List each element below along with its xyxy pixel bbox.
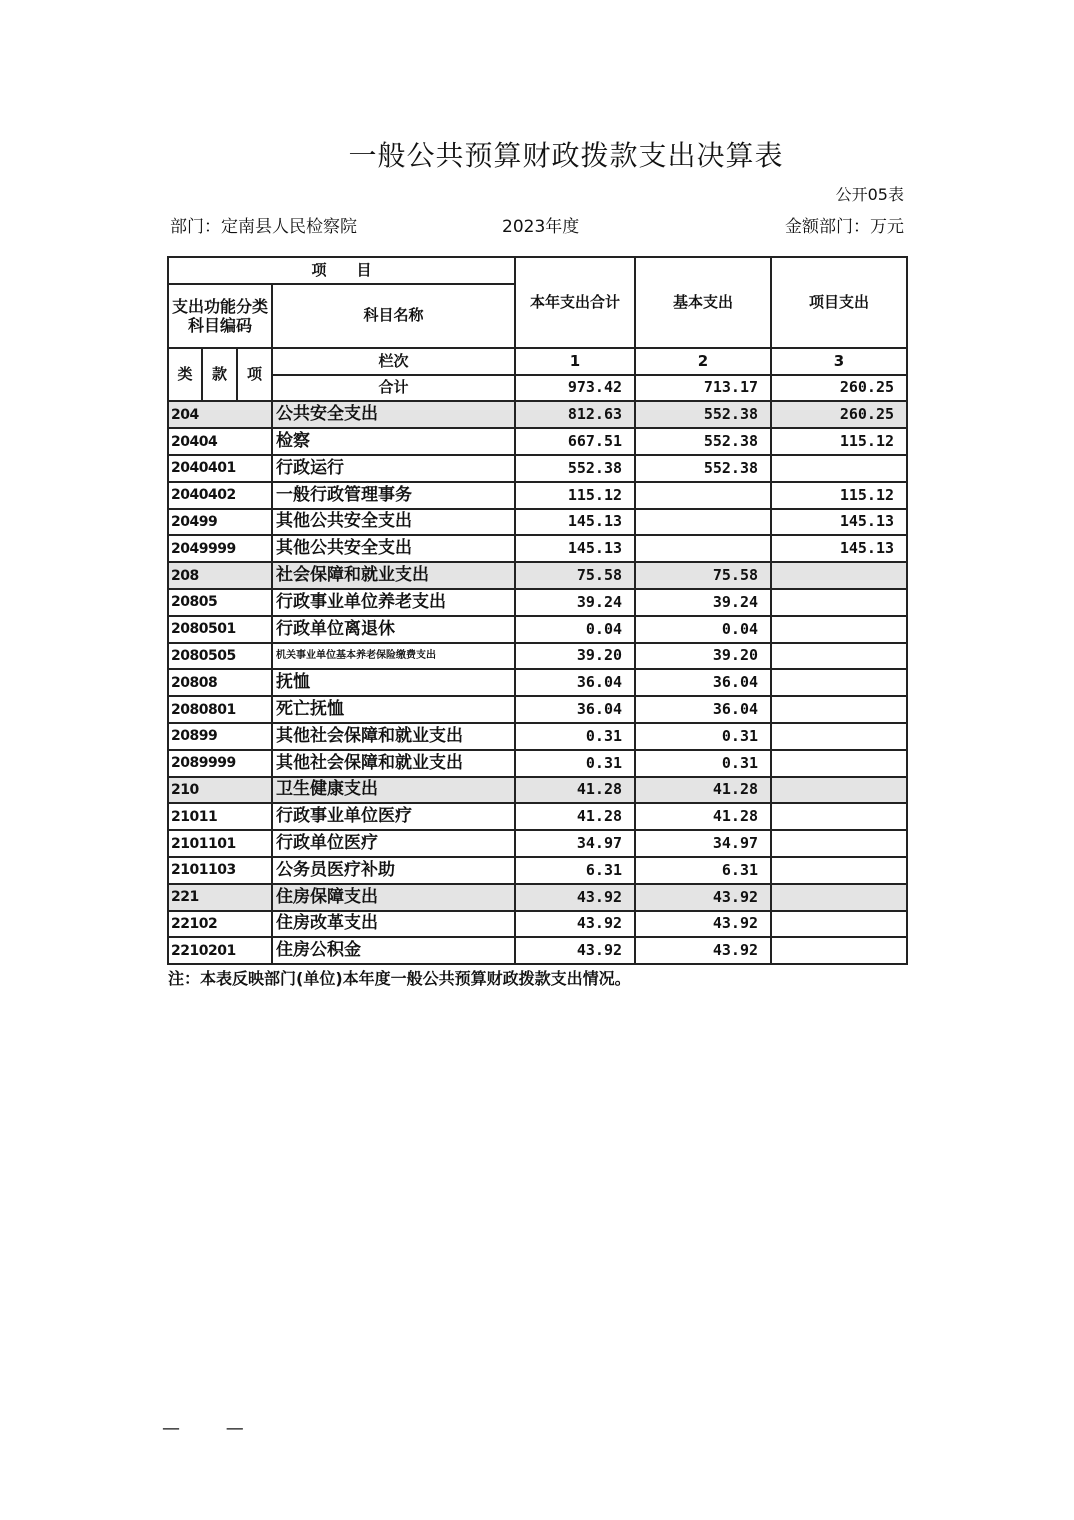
row-name: 一般行政管理事务 [272, 482, 515, 509]
table-row [168, 401, 907, 428]
sum-basic: 713.17 [635, 375, 771, 402]
sum-label: 合计 [272, 375, 515, 402]
row-total: 6.31 [515, 857, 635, 884]
row-basic: 6.31 [635, 857, 771, 884]
row-name: 住房公积金 [272, 937, 515, 964]
row-code: 20805 [168, 589, 272, 616]
table-note: 注：本表反映部门(单位)本年度一般公共预算财政拨款支出情况。 [168, 969, 631, 988]
header-section: 款 [202, 348, 237, 402]
row-name: 机关事业单位基本养老保险缴费支出 [272, 643, 515, 670]
header-col-3: 3 [771, 348, 907, 375]
row-basic [635, 482, 771, 509]
header-item: 项 目 [168, 257, 515, 284]
department-label: 部门：定南县人民检察院 [170, 217, 357, 237]
row-code: 20404 [168, 428, 272, 455]
header-class: 类 [168, 348, 202, 402]
row-basic: 36.04 [635, 669, 771, 696]
row-code: 20808 [168, 669, 272, 696]
table-row [168, 616, 907, 643]
expenditure-table [167, 256, 908, 965]
page-footer: — — [162, 1418, 264, 1439]
row-project [771, 643, 907, 670]
header-row-1 [168, 257, 907, 284]
header-col-2: 2 [635, 348, 771, 375]
sum-total: 973.42 [515, 375, 635, 402]
row-total: 145.13 [515, 535, 635, 562]
row-project [771, 884, 907, 911]
table-row [168, 643, 907, 670]
row-project: 115.12 [771, 428, 907, 455]
row-project: 145.13 [771, 535, 907, 562]
table-row [168, 669, 907, 696]
row-basic: 552.38 [635, 401, 771, 428]
row-total: 43.92 [515, 911, 635, 938]
row-project [771, 857, 907, 884]
row-total: 0.31 [515, 750, 635, 777]
row-name: 住房改革支出 [272, 911, 515, 938]
row-code: 2080505 [168, 643, 272, 670]
row-total: 75.58 [515, 562, 635, 589]
row-name: 抚恤 [272, 669, 515, 696]
row-total: 43.92 [515, 884, 635, 911]
header-col-1: 1 [515, 348, 635, 375]
row-name: 其他公共安全支出 [272, 509, 515, 536]
row-code: 210 [168, 777, 272, 804]
row-total: 115.12 [515, 482, 635, 509]
row-project [771, 669, 907, 696]
row-code: 21011 [168, 803, 272, 830]
header-col-row: 栏次 [272, 348, 515, 375]
row-code: 20899 [168, 723, 272, 750]
header-total: 本年支出合计 [515, 257, 635, 348]
table-row [168, 777, 907, 804]
row-basic: 36.04 [635, 696, 771, 723]
row-name: 住房保障支出 [272, 884, 515, 911]
row-total: 145.13 [515, 509, 635, 536]
row-project [771, 562, 907, 589]
table-row [168, 911, 907, 938]
row-code: 2049999 [168, 535, 272, 562]
form-code: 公开05表 [835, 185, 904, 204]
table-row [168, 830, 907, 857]
table-row [168, 884, 907, 911]
row-total: 39.24 [515, 589, 635, 616]
row-project [771, 830, 907, 857]
row-total: 0.04 [515, 616, 635, 643]
row-code: 2210201 [168, 937, 272, 964]
table-row [168, 455, 907, 482]
row-total: 667.51 [515, 428, 635, 455]
row-project: 145.13 [771, 509, 907, 536]
row-basic: 43.92 [635, 911, 771, 938]
row-project: 115.12 [771, 482, 907, 509]
row-code: 22102 [168, 911, 272, 938]
row-code: 20499 [168, 509, 272, 536]
sum-project: 260.25 [771, 375, 907, 402]
row-total: 41.28 [515, 803, 635, 830]
row-basic: 34.97 [635, 830, 771, 857]
row-name: 其他公共安全支出 [272, 535, 515, 562]
row-name: 死亡抚恤 [272, 696, 515, 723]
row-project [771, 455, 907, 482]
table-row [168, 750, 907, 777]
row-name: 检察 [272, 428, 515, 455]
row-project [771, 803, 907, 830]
row-code: 2040402 [168, 482, 272, 509]
row-code: 2080501 [168, 616, 272, 643]
row-name: 其他社会保障和就业支出 [272, 750, 515, 777]
row-basic: 0.31 [635, 750, 771, 777]
row-code: 208 [168, 562, 272, 589]
header-basic: 基本支出 [635, 257, 771, 348]
row-code: 2101101 [168, 830, 272, 857]
table-row [168, 589, 907, 616]
row-code: 204 [168, 401, 272, 428]
row-total: 36.04 [515, 669, 635, 696]
row-project [771, 589, 907, 616]
row-basic: 0.31 [635, 723, 771, 750]
row-basic: 43.92 [635, 937, 771, 964]
row-total: 812.63 [515, 401, 635, 428]
row-project [771, 937, 907, 964]
row-name: 公共安全支出 [272, 401, 515, 428]
row-project [771, 723, 907, 750]
table-row [168, 562, 907, 589]
row-total: 34.97 [515, 830, 635, 857]
header-row-3 [168, 348, 907, 375]
row-code: 2101103 [168, 857, 272, 884]
row-project: 260.25 [771, 401, 907, 428]
sum-row [168, 375, 907, 402]
row-basic [635, 535, 771, 562]
page-title: 一般公共预算财政拨款支出决算表 [348, 139, 784, 172]
row-basic: 75.58 [635, 562, 771, 589]
row-basic: 552.38 [635, 428, 771, 455]
row-basic: 552.38 [635, 455, 771, 482]
row-total: 0.31 [515, 723, 635, 750]
table-row [168, 482, 907, 509]
row-name: 公务员医疗补助 [272, 857, 515, 884]
row-basic: 39.20 [635, 643, 771, 670]
row-basic: 43.92 [635, 884, 771, 911]
header-subject-name: 科目名称 [272, 284, 515, 348]
row-basic: 39.24 [635, 589, 771, 616]
row-name: 行政事业单位医疗 [272, 803, 515, 830]
table-row [168, 509, 907, 536]
row-name: 卫生健康支出 [272, 777, 515, 804]
row-total: 552.38 [515, 455, 635, 482]
table-row [168, 723, 907, 750]
row-project [771, 750, 907, 777]
row-code: 2080801 [168, 696, 272, 723]
row-basic: 41.28 [635, 803, 771, 830]
table-row [168, 696, 907, 723]
row-basic: 41.28 [635, 777, 771, 804]
row-code: 2040401 [168, 455, 272, 482]
row-basic: 0.04 [635, 616, 771, 643]
header-func-code: 支出功能分类科目编码 [168, 284, 272, 348]
row-total: 39.20 [515, 643, 635, 670]
row-name: 行政运行 [272, 455, 515, 482]
row-project [771, 777, 907, 804]
table-row [168, 937, 907, 964]
row-name: 行政单位医疗 [272, 830, 515, 857]
row-basic [635, 509, 771, 536]
header-project: 项目支出 [771, 257, 907, 348]
row-project [771, 616, 907, 643]
row-name: 行政单位离退休 [272, 616, 515, 643]
row-project [771, 911, 907, 938]
header-entry: 项 [237, 348, 272, 402]
row-code: 221 [168, 884, 272, 911]
row-total: 41.28 [515, 777, 635, 804]
row-code: 2089999 [168, 750, 272, 777]
row-name: 社会保障和就业支出 [272, 562, 515, 589]
row-total: 43.92 [515, 937, 635, 964]
table-row [168, 857, 907, 884]
table-row [168, 428, 907, 455]
fiscal-year: 2023年度 [502, 217, 580, 237]
row-project [771, 696, 907, 723]
table-row [168, 803, 907, 830]
row-total: 36.04 [515, 696, 635, 723]
table-row [168, 535, 907, 562]
row-name: 其他社会保障和就业支出 [272, 723, 515, 750]
row-name: 行政事业单位养老支出 [272, 589, 515, 616]
amount-unit: 金额部门：万元 [785, 217, 904, 237]
